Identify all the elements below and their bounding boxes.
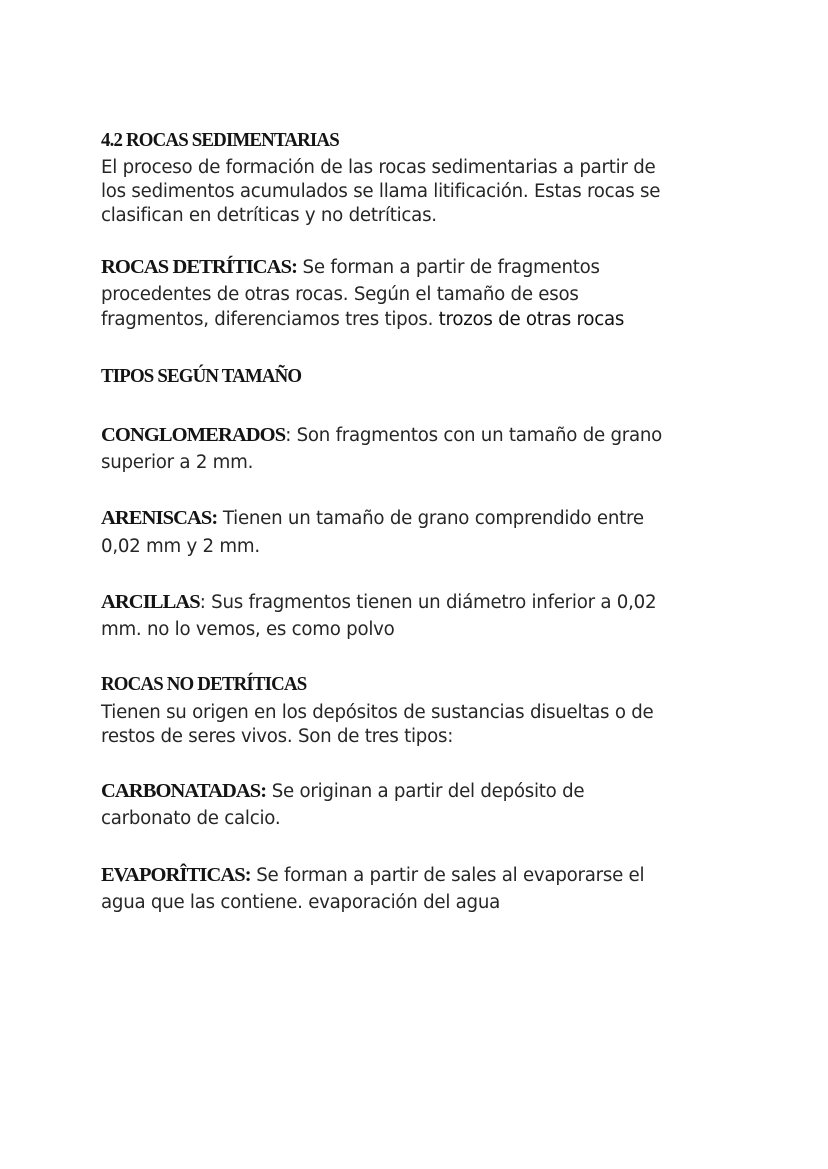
detriticas-label: ROCAS DETRÍTICAS: <box>101 256 298 278</box>
no-detriticas-heading <box>101 672 324 696</box>
intro-line-3: clasifican en detríticas y no detríticas. <box>101 205 437 226</box>
conglomerados-label: CONGLOMERADOS <box>101 424 286 446</box>
evaporiticas-line-1 <box>101 863 644 887</box>
conglomerados-line-1 <box>101 423 662 447</box>
carbonatadas-line-2: carbonato de calcio. <box>101 808 281 829</box>
evaporiticas-line-2: agua que las contiene. evaporación del agua <box>101 892 501 913</box>
evaporiticas-text-1: Se forman a partir de sales al evaporarse el <box>250 865 645 886</box>
detriticas-handwritten-note: trozos de otras rocas <box>433 309 625 330</box>
areniscas-text-1: Tienen un tamaño de grano comprendido entre <box>217 508 644 529</box>
tipos-heading <box>101 364 319 388</box>
no-detriticas-heading-text: ROCAS NO DETRÍTICAS <box>101 673 307 695</box>
intro-line-1: El proceso de formación de las rocas sedimentarias a partir de <box>101 157 656 178</box>
detriticas-text-1: Se forman a partir de fragmentos <box>297 257 600 278</box>
intro-line-2: los sedimentos acumulados se llama litificación. Estas rocas se <box>101 181 661 202</box>
no-detriticas-line-1: Tienen su origen en los depósitos de sustancias disueltas o de <box>101 702 654 723</box>
areniscas-label: ARENISCAS: <box>101 507 218 529</box>
areniscas-line-1 <box>101 506 644 530</box>
arcillas-line-2: mm. no lo vemos, es como polvo <box>101 619 395 640</box>
section-title <box>101 128 360 152</box>
carbonatadas-label: CARBONATADAS: <box>101 780 267 802</box>
evaporiticas-label: EVAPORÎTICAS: <box>101 864 251 886</box>
detriticas-line-2: procedentes de otras rocas. Según el tamaño de esos <box>101 284 579 305</box>
no-detriticas-line-2: restos de seres vivos. Son de tres tipos: <box>101 726 454 747</box>
detriticas-text-3: fragmentos, diferenciamos tres tipos. <box>101 309 434 330</box>
areniscas-line-2: 0,02 mm y 2 mm. <box>101 536 260 557</box>
arcillas-label: ARCILLAS <box>101 591 200 613</box>
tipos-heading-text: TIPOS SEGÚN TAMAÑO <box>101 365 302 387</box>
carbonatadas-text-1: Se originan a partir del depósito de <box>266 781 585 802</box>
conglomerados-text-1: : Son fragmentos con un tamaño de grano <box>285 425 663 446</box>
carbonatadas-line-1 <box>101 779 584 803</box>
section-title-text: 4.2 ROCAS SEDIMENTARIAS <box>101 129 339 151</box>
conglomerados-line-2: superior a 2 mm. <box>101 452 254 473</box>
detriticas-line-1 <box>101 255 600 279</box>
arcillas-text-1: : Sus fragmentos tienen un diámetro inferior a 0,02 <box>199 592 657 613</box>
detriticas-line-3 <box>101 308 624 332</box>
arcillas-line-1 <box>101 590 656 614</box>
